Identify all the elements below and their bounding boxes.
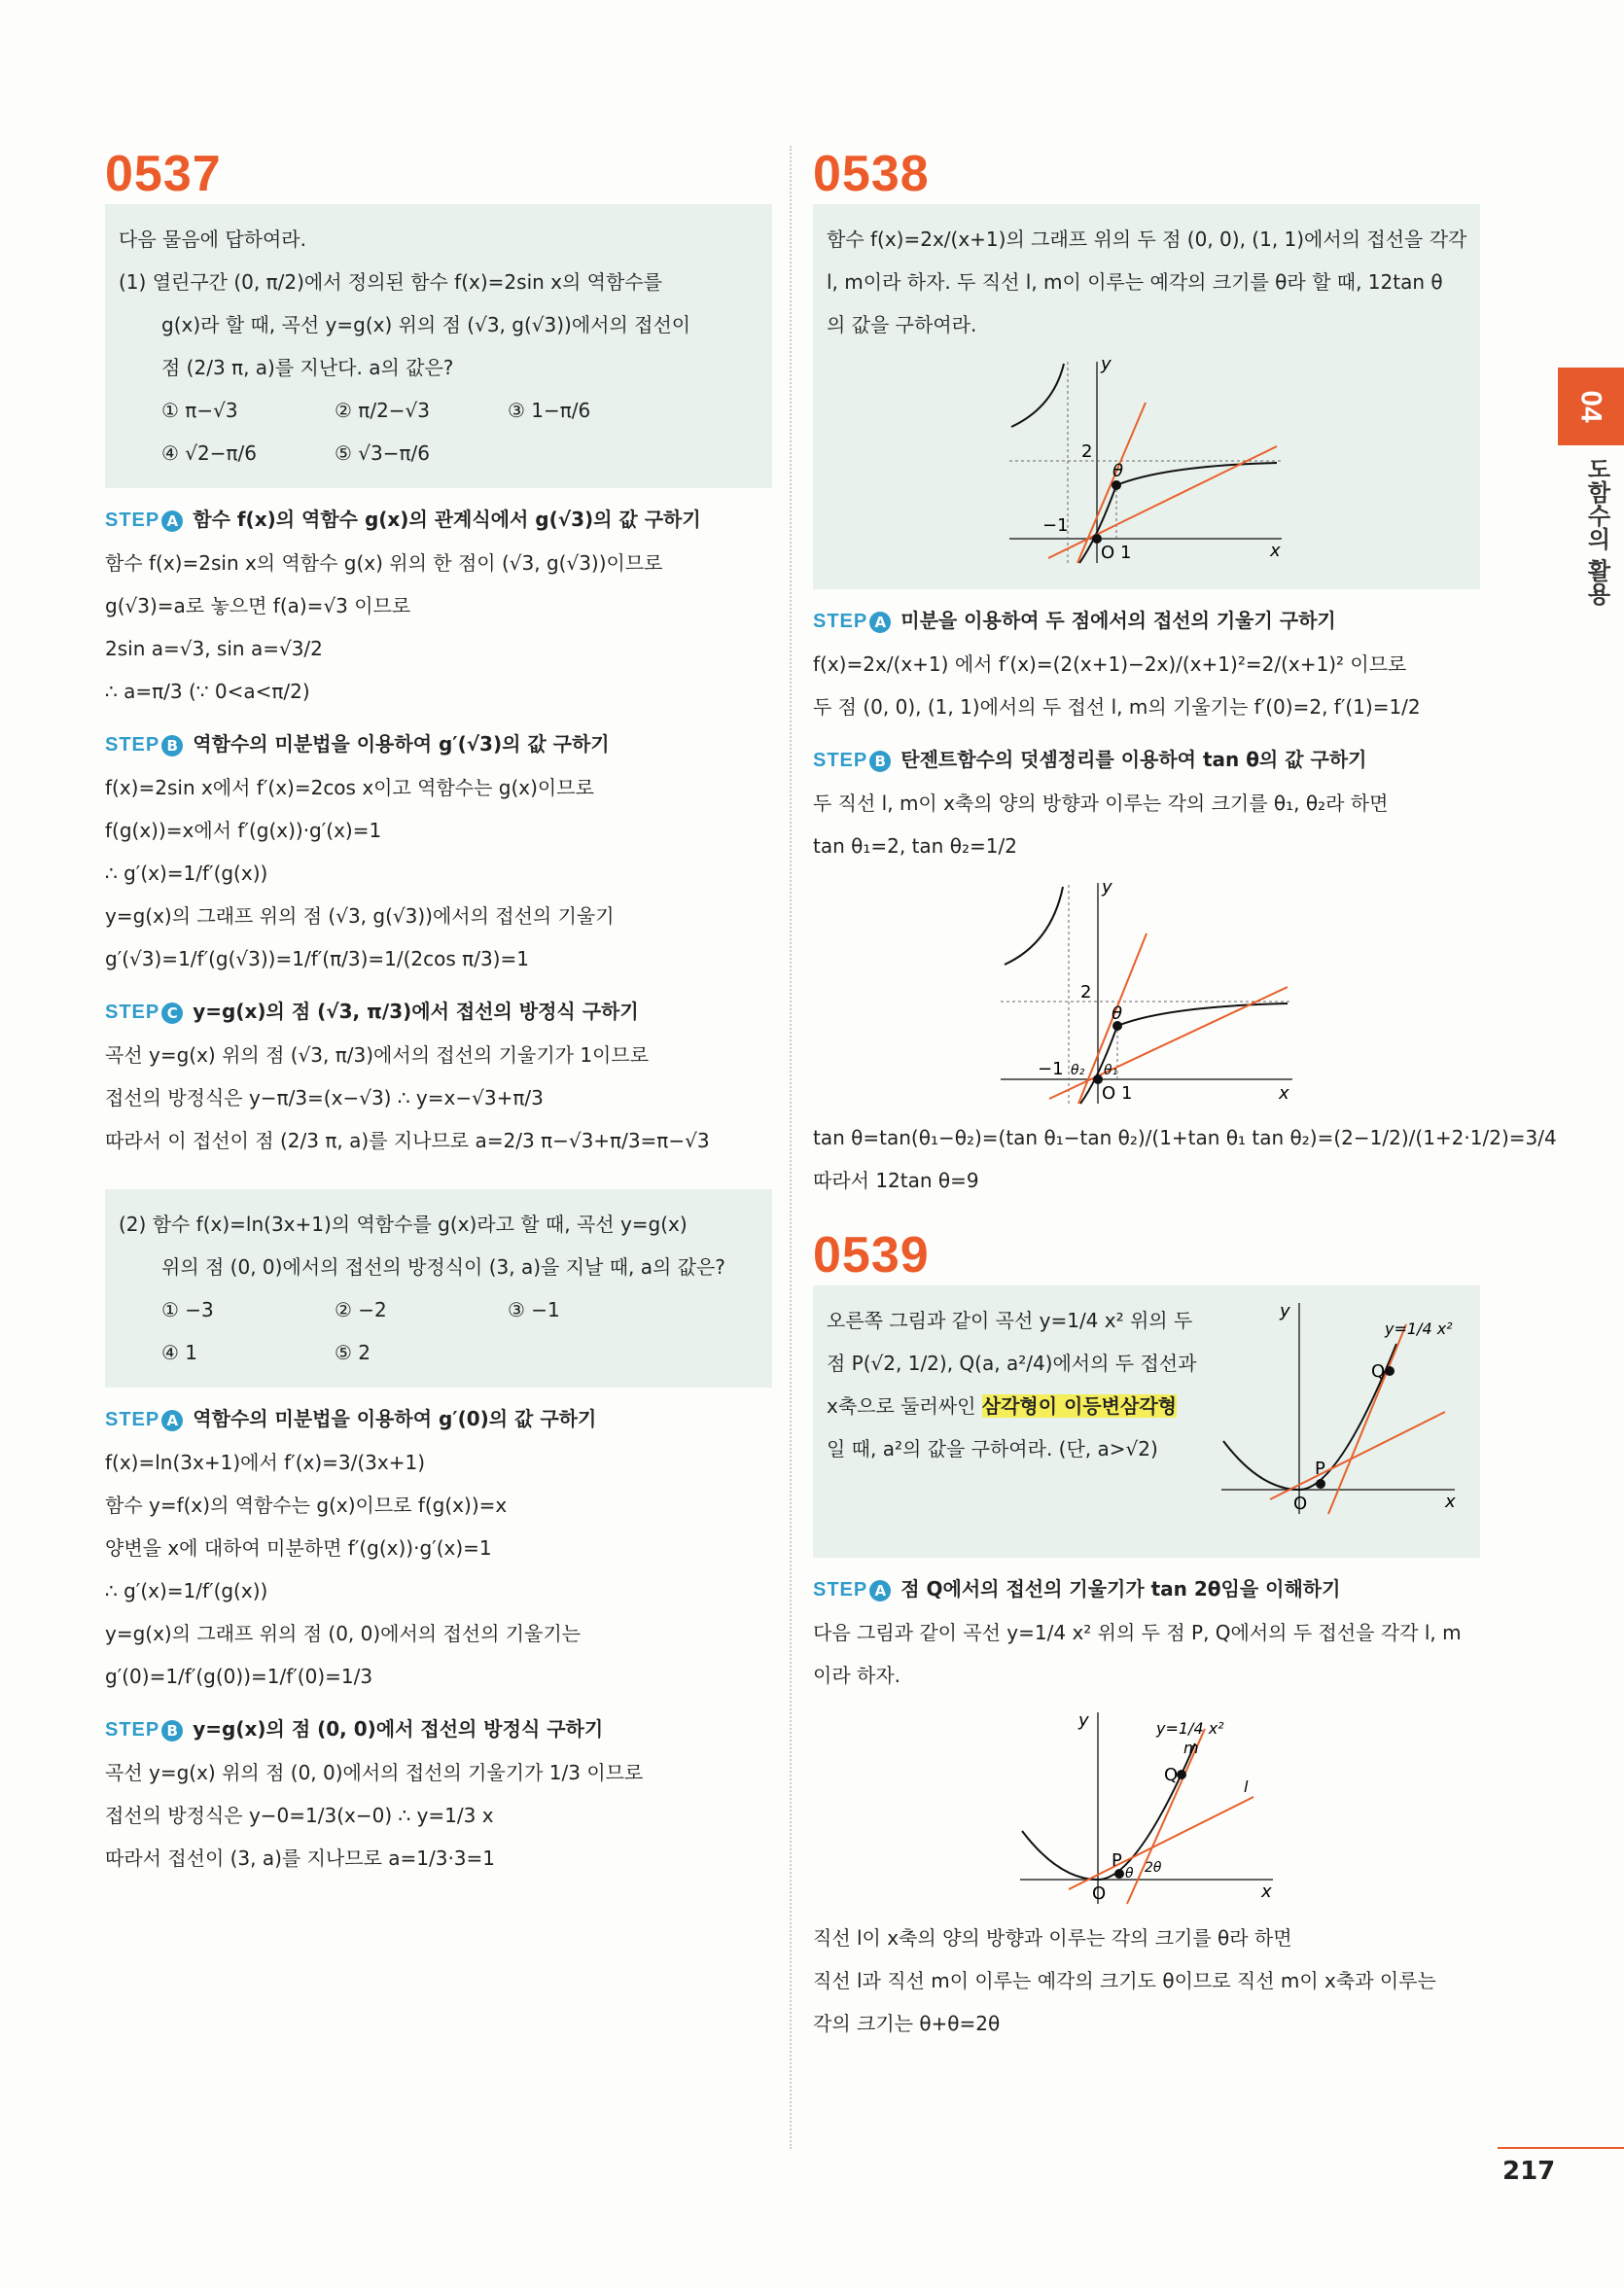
highlight-text: 삼각형이 이등변삼각형 (981, 1394, 1177, 1418)
step-a-heading: STEP A 미분을 이용하여 두 점에서의 접선의 기울기 구하기 (813, 609, 1336, 632)
tick-label: 1 (1120, 543, 1132, 563)
answer-choices (119, 389, 757, 432)
step-a-heading: STEP A 점 Q에서의 접선의 기울기가 tan 2θ임을 이해하기 (813, 1577, 1341, 1601)
problem-box-0539 (813, 1285, 1480, 1558)
left-column (105, 146, 772, 1880)
angle-label: θ₂ (1071, 1063, 1085, 1078)
solution-line: 따라서 이 접선이 점 (2/3 π, a)를 지나므로 a=2/3 π−√3+π/3=π−√3 (105, 1129, 710, 1152)
solution-line: 곡선 y=g(x) 위의 점 (0, 0)에서의 접선의 기울기가 1/3 이므로 (105, 1761, 644, 1784)
origin-label: O (1293, 1494, 1308, 1514)
solution-line: y=g(x)의 그래프 위의 점 (0, 0)에서의 접선의 기울기는 (105, 1622, 582, 1645)
problem-text: (1) 열린구간 (0, π/2)에서 정의된 함수 f(x)=2sin x의 역함수를 (119, 270, 662, 294)
origin-label: O (1101, 543, 1115, 563)
step-a-heading: STEP A 함수 f(x)의 역함수 g(x)의 관계식에서 g(√3)의 값 구하기 (105, 508, 701, 531)
problem-text: g(x)라 할 때, 곡선 y=g(x) 위의 점 (√3, g(√3))에서의 접선이 (161, 313, 691, 336)
solution-line: ∴ a=π/3 (∵ 0<a<π/2) (105, 680, 310, 703)
choice: ④ √2−π/6 (161, 441, 258, 465)
chapter-title: 도함수의 활용 (1583, 457, 1610, 606)
choice: ⑤ 2 (335, 1341, 371, 1364)
solution-line: ∴ g′(x)=1/f′(g(x)) (105, 1579, 268, 1602)
choice: ② −2 (335, 1298, 387, 1321)
solution-line: 두 점 (0, 0), (1, 1)에서의 두 접선 l, m의 기울기는 f′(0)=2, f′(1)=1/2 (813, 695, 1421, 719)
step-b-heading: STEP B 탄젠트함수의 덧셈정리를 이용하여 tan θ의 값 구하기 (813, 748, 1367, 771)
graph-figure-0538-solution (991, 875, 1302, 1108)
graph-figure-0538 (1000, 354, 1291, 568)
solution-line: 함수 y=f(x)의 역함수는 g(x)이므로 f(g(x))=x (105, 1494, 508, 1517)
solution-line: 양변을 x에 대하여 미분하면 f′(g(x))·g′(x)=1 (105, 1536, 492, 1560)
page-number: 217 (1502, 2157, 1556, 2186)
problem-text: 함수 f(x)=2x/(x+1)의 그래프 위의 두 점 (0, 0), (1, 1)에서의 접선을 각각 (827, 228, 1467, 251)
tick-label: 1 (1121, 1083, 1133, 1104)
solution-line: 두 직선 l, m이 x축의 양의 방향과 이루는 각의 크기를 θ₁, θ₂라 하면 (813, 792, 1389, 815)
angle-label: θ₁ (1104, 1063, 1118, 1078)
step-b-heading: STEP B y=g(x)의 점 (0, 0)에서 접선의 방정식 구하기 (105, 1717, 604, 1741)
choice: ② π/2−√3 (335, 399, 431, 422)
chapter-tab: 04 (1558, 368, 1624, 445)
problem-number-0537: 0537 (105, 146, 222, 202)
solution-line: tan θ=tan(θ₁−θ₂)=(tan θ₁−tan θ₂)/(1+tan θ₁ tan θ₂)=(2−1/2)/(1+2·1/2)=3/4 (813, 1126, 1557, 1149)
origin-label: O (1102, 1083, 1116, 1104)
choice: ① −3 (161, 1298, 214, 1321)
solution-line: f(x)=2sin x에서 f′(x)=2cos x이고 역함수는 g(x)이므로 (105, 776, 594, 799)
choice: ⑤ √3−π/6 (335, 441, 431, 465)
point-label: P (1315, 1459, 1325, 1479)
curve-label: y=1/4 x² (1385, 1319, 1453, 1338)
problem-text: 점 P(√2, 1/2), Q(a, a²/4)에서의 두 접선과 (827, 1352, 1197, 1375)
tick-label: −1 (1038, 1059, 1064, 1079)
angle-label: θ (1112, 461, 1124, 481)
problem-text: 위의 점 (0, 0)에서의 접선의 방정식이 (3, a)을 지날 때, a의 값은? (161, 1255, 725, 1279)
angle-label: θ (1125, 1866, 1134, 1882)
choice: ① π−√3 (161, 399, 238, 422)
axis-label: x (1270, 541, 1281, 561)
solution-line: y=g(x)의 그래프 위의 점 (√3, g(√3))에서의 접선의 기울기 (105, 904, 615, 928)
tick-label: 2 (1081, 441, 1093, 462)
axis-label: y (1102, 877, 1112, 897)
solution-line: 따라서 접선이 (3, a)를 지나므로 a=1/3·3=1 (105, 1847, 496, 1870)
solution-line: f(g(x))=x에서 f′(g(x))·g′(x)=1 (105, 819, 382, 842)
tick-label: 2 (1080, 982, 1092, 1003)
solution-line: 따라서 12tan θ=9 (813, 1169, 979, 1192)
choice: ④ 1 (161, 1341, 198, 1364)
axis-label: y (1078, 1710, 1089, 1731)
step-a-heading: STEP A 역함수의 미분법을 이용하여 g′(0)의 값 구하기 (105, 1407, 597, 1430)
choice: ③ −1 (508, 1298, 560, 1321)
solution-line: 직선 l과 직선 m이 이루는 예각의 크기도 θ이므로 직선 m이 x축과 이루는 (813, 1969, 1436, 1992)
solution-line: 접선의 방정식은 y−0=1/3(x−0) ∴ y=1/3 x (105, 1804, 494, 1827)
curve-label: y=1/4 x² (1156, 1719, 1224, 1738)
problem-text: 다음 물음에 답하여라. (119, 228, 306, 251)
solution-line: g(√3)=a로 놓으면 f(a)=√3 이므로 (105, 594, 411, 617)
problem-text: l, m이라 하자. 두 직선 l, m이 이루는 예각의 크기를 θ라 할 때, 12tan θ (827, 270, 1443, 294)
solution-line: 함수 f(x)=2sin x의 역함수 g(x) 위의 한 점이 (√3, g(√3))이므로 (105, 551, 663, 575)
solution-line: f(x)=2x/(x+1) 에서 f′(x)=(2(x+1)−2x)/(x+1)²=2/(x+1)² 이므로 (813, 652, 1407, 676)
solution-line: 직선 l이 x축의 양의 방향과 이루는 각의 크기를 θ라 하면 (813, 1926, 1292, 1950)
column-divider (790, 146, 792, 2149)
solution-line: 각의 크기는 θ+θ=2θ (813, 2012, 1001, 2035)
point-label: Q (1164, 1765, 1179, 1785)
problem-box-0537 (105, 204, 772, 488)
axis-label: x (1445, 1492, 1456, 1512)
point-label: Q (1371, 1361, 1386, 1382)
problem-text: 의 값을 구하여라. (827, 313, 977, 336)
problem-number-0538: 0538 (813, 146, 930, 202)
problem-text: x축으로 둘러싸인 삼각형이 이등변삼각형 (827, 1394, 1177, 1418)
right-column (813, 146, 1557, 2045)
answer-choices (119, 432, 757, 475)
problem-text: 오른쪽 그림과 같이 곡선 y=1/4 x² 위의 두 (827, 1309, 1193, 1332)
solution-line: f(x)=ln(3x+1)에서 f′(x)=3/(3x+1) (105, 1451, 426, 1474)
angle-label: θ (1112, 1003, 1123, 1024)
origin-label: O (1092, 1883, 1107, 1904)
solution-line: tan θ₁=2, tan θ₂=1/2 (813, 834, 1017, 858)
angle-label: 2θ (1145, 1860, 1162, 1876)
choice: ③ 1−π/6 (508, 399, 591, 422)
solution-line: g′(√3)=1/f′(g(√3))=1/f′(π/3)=1/(2cos π/3)=1 (105, 947, 529, 970)
solution-line: 곡선 y=g(x) 위의 점 (√3, π/3)에서의 접선의 기울기가 1이므로 (105, 1043, 650, 1067)
axis-label: x (1279, 1083, 1289, 1104)
problem-box-0538 (813, 204, 1480, 589)
solution-line: 이라 하자. (813, 1664, 900, 1687)
line-label: m (1183, 1739, 1199, 1757)
step-c-heading: STEP C y=g(x)의 점 (√3, π/3)에서 접선의 방정식 구하기 (105, 1000, 639, 1023)
graph-figure-0539 (1212, 1295, 1465, 1519)
problem-text: 일 때, a²의 값을 구하여라. (단, a>√2) (827, 1437, 1158, 1460)
tick-label: −1 (1042, 515, 1069, 536)
solution-line: g′(0)=1/f′(g(0))=1/f′(0)=1/3 (105, 1665, 373, 1688)
problem-text: 점 (2/3 π, a)를 지난다. a의 값은? (161, 356, 454, 379)
solution-line: 2sin a=√3, sin a=√3/2 (105, 637, 323, 660)
problem-text: (2) 함수 f(x)=ln(3x+1)의 역함수를 g(x)라고 할 때, 곡선 y=g(x) (119, 1213, 688, 1236)
axis-label: y (1101, 354, 1112, 374)
graph-figure-0539-solution (1010, 1705, 1283, 1909)
axis-label: x (1261, 1882, 1272, 1902)
point-label: P (1112, 1850, 1122, 1871)
solution-line: 다음 그림과 같이 곡선 y=1/4 x² 위의 두 점 P, Q에서의 두 접선을 각각 l, m (813, 1621, 1462, 1644)
line-label: l (1244, 1777, 1249, 1796)
answer-choices (119, 1288, 757, 1331)
solution-line: ∴ g′(x)=1/f′(g(x)) (105, 862, 268, 885)
solution-line: 접선의 방정식은 y−π/3=(x−√3) ∴ y=x−√3+π/3 (105, 1086, 544, 1109)
problem-number-0539: 0539 (813, 1227, 930, 1284)
page-number-rule (1498, 2147, 1624, 2149)
answer-choices (119, 1331, 757, 1374)
axis-label: y (1280, 1301, 1290, 1321)
step-b-heading: STEP B 역함수의 미분법을 이용하여 g′(√3)의 값 구하기 (105, 732, 610, 756)
problem-box-0537-part2 (105, 1189, 772, 1388)
